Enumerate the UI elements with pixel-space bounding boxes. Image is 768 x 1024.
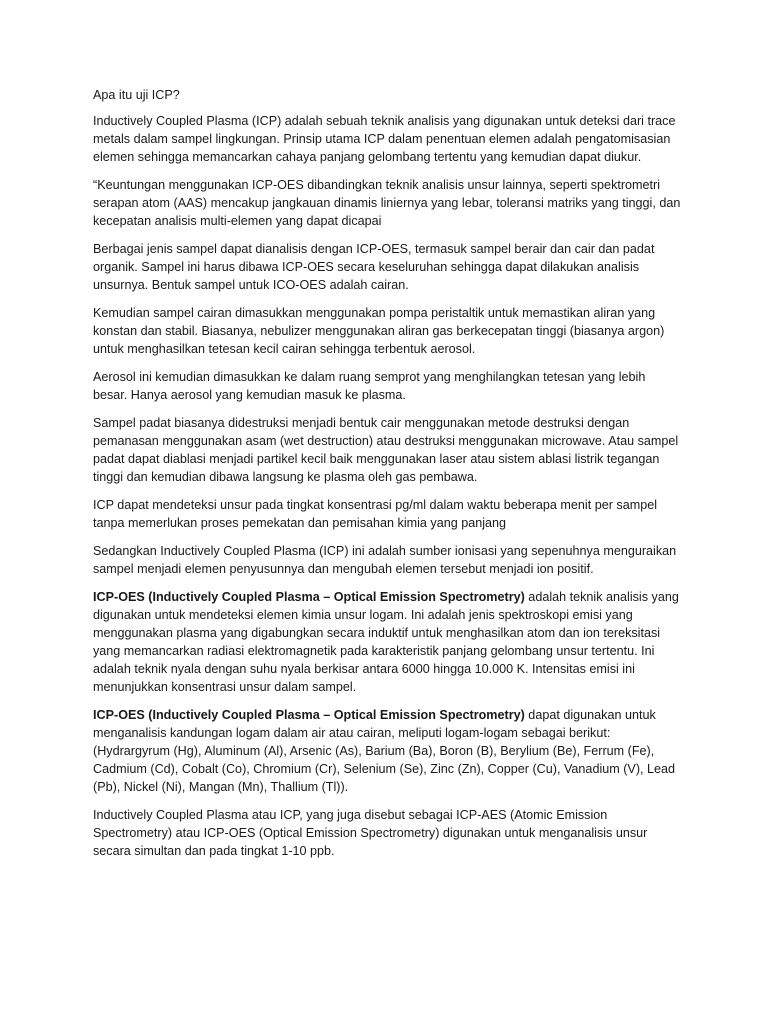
paragraph-icp-oes-technique (93, 588, 683, 696)
icp-oes-term: ICP-OES (Inductively Coupled Plasma – Optical Emission Spectrometry) (93, 590, 525, 604)
paragraph-solid-samples: Sampel padat biasanya didestruksi menjadi bentuk cair menggunakan metode destruksi dengan pemanasan menggunakan asam (wet destruction) atau destruksi menggunakan microwave. Atau sampel padat dapat diablasi menjadi partikel kecil baik menggunakan laser atau sistem ablasi listrik tegangan tinggi dan kemudian dibawa langsung ke plasma oleh gas pembawa. (93, 416, 679, 484)
icp-oes-term: ICP-OES (Inductively Coupled Plasma – Optical Emission Spectrometry) (93, 708, 525, 722)
icp-oes-description: adalah teknik analisis yang digunakan untuk mendeteksi elemen kimia unsur logam. Ini adalah jenis spektroskopi emisi yang menggunakan plasma yang digabungkan secara induktif untuk menghasilkan atom dan ion tereksitasi yang memancarkan radiasi elektromagnetik pada karakteristik panjang gelombang unsur tertentu. Ini adalah teknik nyala dengan suhu nyala berkisar antara 6000 hingga 10.000 K. Intensitas emisi ini menunjukkan konsentrasi unsur dalam sampel. (93, 590, 679, 694)
document-page (93, 86, 683, 870)
paragraph-metals-analysis (93, 706, 683, 796)
paragraph-icp-oes-advantages: “Keuntungan menggunakan ICP-OES dibandingkan teknik analisis unsur lainnya, seperti spektrometri serapan atom (AAS) mencakup jangkauan dinamis liniernya yang lebar, toleransi matriks yang tinggi, dan kecepatan analisis multi-elemen yang dapat dicapai (93, 178, 681, 228)
paragraph-aerosol: Aerosol ini kemudian dimasukkan ke dalam ruang semprot yang menghilangkan tetesan yang lebih besar. Hanya aerosol yang kemudian masuk ke plasma. (93, 370, 646, 402)
metals-list: dapat digunakan untuk menganalisis kandungan logam dalam air atau cairan, meliputi logam-logam sebagai berikut: (Hydrargyrum (Hg), Aluminum (Al), Arsenic (As), Barium (Ba), Boron (B), Berylium (Be), Ferrum (Fe), Cadmium (Cd), Cobalt (Co), Chromium (Cr), Selenium (Se), Zinc (Zn), Copper (Cu), Vanadium (V), Lead (Pb), Nickel (Ni), Mangan (Mn), Thallium (Tl)). (93, 708, 676, 794)
paragraph-ionization-source: Sedangkan Inductively Coupled Plasma (ICP) ini adalah sumber ionisasi yang sepenuhnya menguraikan sampel menjadi elemen penyusunnya dan mengubah elemen tersebut menjadi ion positif. (93, 544, 677, 576)
paragraph-sample-introduction: Kemudian sampel cairan dimasukkan menggunakan pompa peristaltik untuk memastikan aliran yang konstan dan stabil. Biasanya, nebulizer menggunakan aliran gas berkecepatan tinggi (biasanya argon) untuk menghasilkan tetesan kecil cairan sehingga terbentuk aerosol. (93, 306, 665, 356)
paragraph-icp-definition: Inductively Coupled Plasma (ICP) adalah sebuah teknik analisis yang digunakan untuk deteksi dari trace metals dalam sampel lingkungan. Prinsip utama ICP dalam penentuan elemen adalah pengatomisasian elemen sehingga memancarkan cahaya panjang gelombang tertentu yang kemudian dapat diukur. (93, 114, 676, 164)
paragraph-icp-aes: Inductively Coupled Plasma atau ICP, yang juga disebut sebagai ICP-AES (Atomic Emission Spectrometry) atau ICP-OES (Optical Emission Spectrometry) digunakan untuk menganalisis unsur secara simultan dan pada tingkat 1-10 ppb. (93, 808, 648, 858)
document-title: Apa itu uji ICP? (93, 88, 180, 102)
paragraph-detection-limits: ICP dapat mendeteksi unsur pada tingkat konsentrasi pg/ml dalam waktu beberapa menit per sampel tanpa memerlukan proses pemekatan dan pemisahan kimia yang panjang (93, 498, 658, 530)
paragraph-sample-types: Berbagai jenis sampel dapat dianalisis dengan ICP-OES, termasuk sampel berair dan cair dan padat organik. Sampel ini harus dibawa ICP-OES secara keseluruhan sehingga dapat dilakukan analisis unsurnya. Bentuk sampel untuk ICO-OES adalah cairan. (93, 242, 655, 292)
